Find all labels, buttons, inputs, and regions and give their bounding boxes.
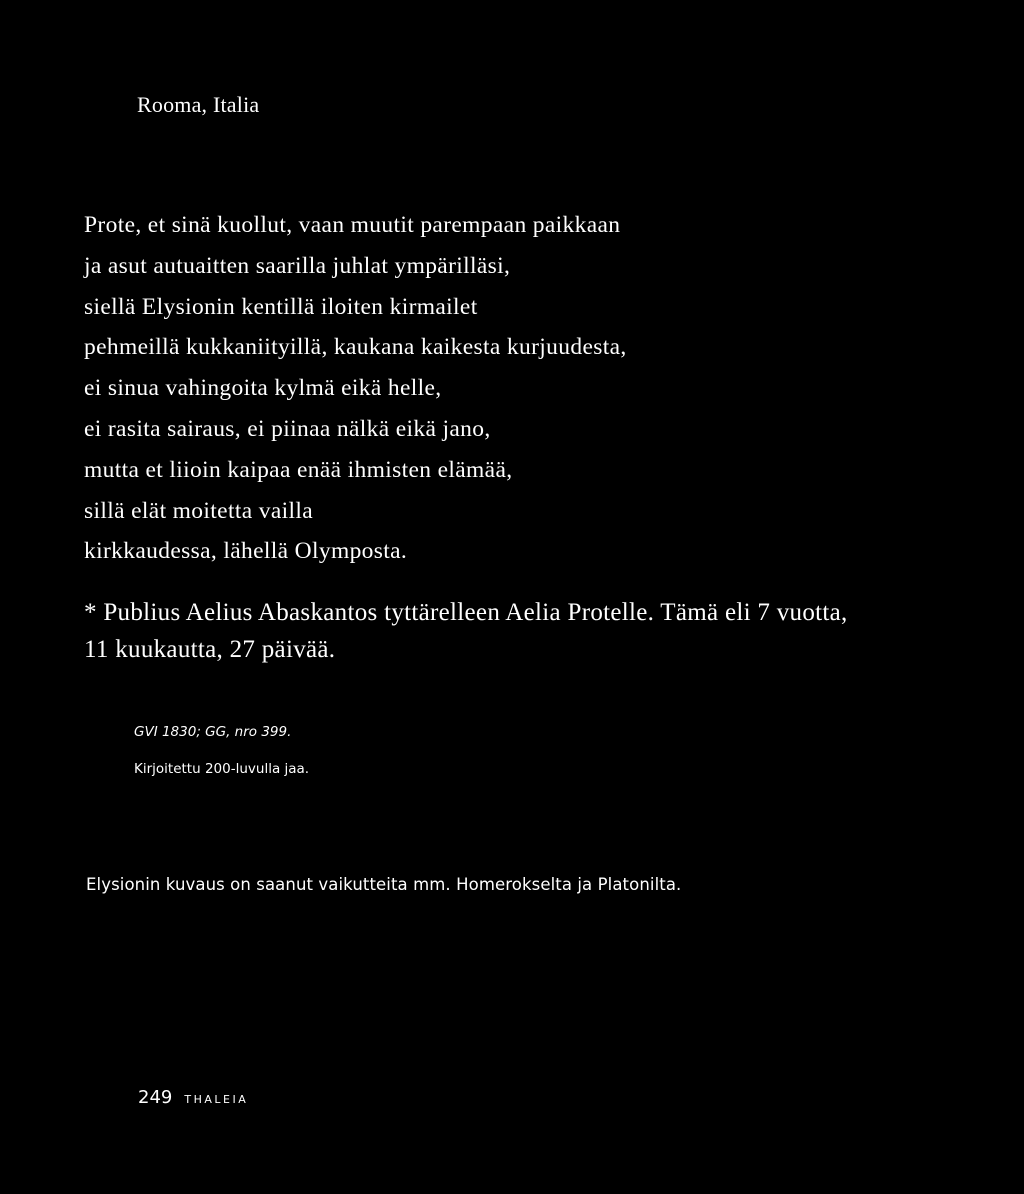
dating-note: Kirjoitettu 200-luvulla jaa. [134, 761, 310, 777]
poem-line: ei rasita sairaus, ei piinaa nälkä eikä jano, [84, 415, 491, 442]
poem-location: Rooma, Italia [137, 92, 260, 117]
poem-line: siellä Elysionin kentillä iloiten kirmailet [84, 293, 478, 320]
source-reference: GVI 1830; GG, nro 399. [134, 724, 292, 740]
poem-line: kirkkaudessa, lähellä Olymposta. [84, 538, 408, 565]
footnote [84, 594, 848, 668]
poem-line: sillä elät moitetta vailla [84, 497, 314, 524]
poem-body [84, 205, 627, 572]
footnote-line: * Publius Aelius Abaskantos tyttärelleen Aelia Protelle. Tämä eli 7 vuotta, [84, 599, 848, 626]
poem-line: ja asut autuaitten saarilla juhlat ympärilläsi, [84, 252, 511, 279]
poem-line: mutta et liioin kaipaa enää ihmisten elämää, [84, 456, 513, 483]
page-number: 249 [138, 1087, 173, 1108]
commentary-note: Elysionin kuvaus on saanut vaikutteita mm. Homerokselta ja Platonilta. [86, 875, 682, 894]
poem-line: ei sinua vahingoita kylmä eikä helle, [84, 375, 442, 402]
poem-line: Prote, et sinä kuollut, vaan muutit parempaan paikkaan [84, 212, 621, 238]
footnote-line: 11 kuukautta, 27 päivää. [84, 636, 336, 663]
page-footer [138, 1087, 248, 1108]
running-head: THALEIA [184, 1093, 249, 1106]
poem-line: pehmeillä kukkaniityillä, kaukana kaikesta kurjuudesta, [84, 334, 627, 361]
